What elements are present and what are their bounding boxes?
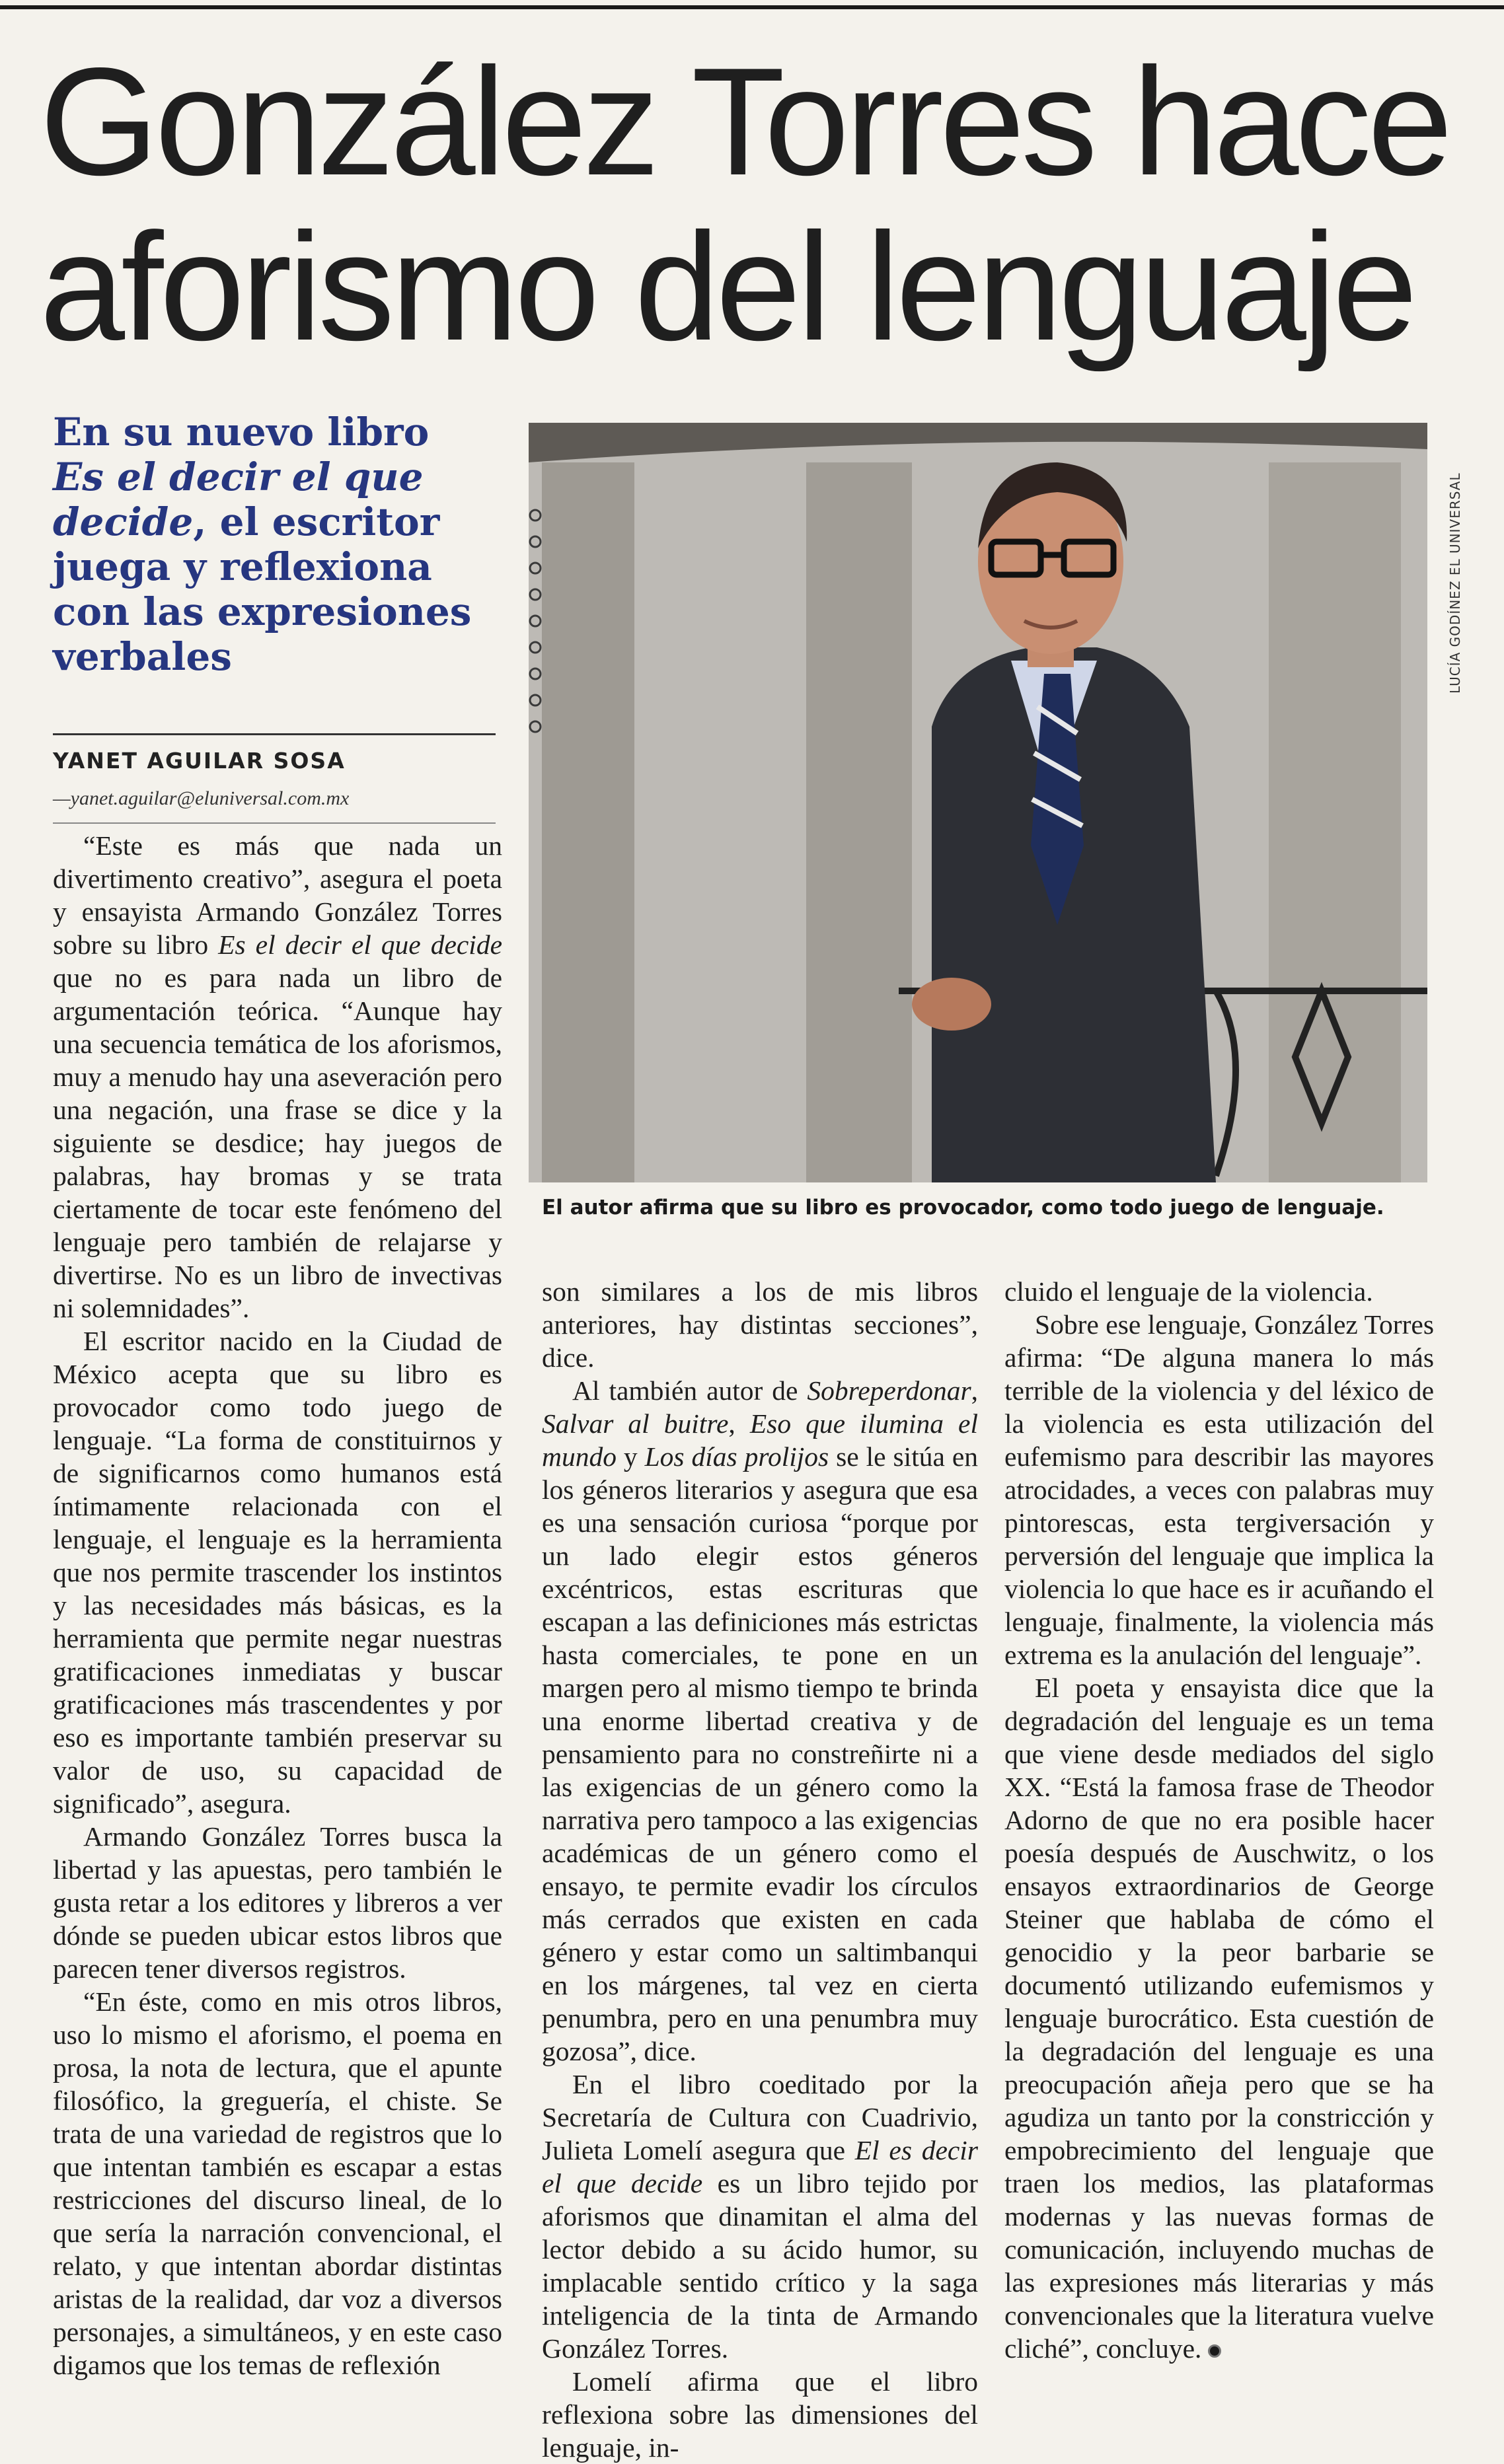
byline-email: —yanet.aguilar@eluniversal.com.mx — [53, 787, 350, 809]
deck-text: En su nuevo libro — [53, 410, 430, 454]
paragraph-text: En el libro coeditado por la Secretaría de Cultura con Cuadrivio, Julieta Lomelí asegura que — [542, 2069, 978, 2165]
paragraph-continued: son similares a los de mis libros anteriores, hay distintas secciones”, dice. — [542, 1276, 978, 1373]
paragraph-continued: cluido el lenguaje de la violencia. — [1004, 1276, 1373, 1307]
deck-text-end: , el escritor juega y reflexiona con las expresiones verbales — [53, 499, 472, 679]
headline — [40, 36, 1460, 373]
article-column-2 — [542, 1275, 978, 2464]
paragraph-text: es un libro tejido por aforismos que dinamitan el alma del lector debido a su ácido humor, su implacable sentido crítico y la saga inteligencia de la tinta de Armando González Torres. — [542, 2168, 978, 2364]
deck-subheadline — [53, 410, 489, 679]
separator: , — [728, 1408, 750, 1439]
headline-line-1: González Torres hace — [40, 36, 1449, 207]
book-title: Los días prolijos — [644, 1441, 829, 1472]
book-title: Eso que ilumina el mundo — [542, 1408, 978, 1472]
paragraph-text: que no es para nada un libro de argumentación teórica. “Aunque hay una secuencia temática de los aforismos, muy a menudo hay una aseveración pero una negación, una frase se dice y la siguiente se desdice; hay juegos de palabras, hay bromas y se trata ciertamente de tocar este fenómeno del lenguaje pero también de relajarse y divertirse. No es un libro de invectivas ni solemnidades”. — [53, 962, 502, 1323]
paragraph-text: “Este es más que nada un divertimento creativo”, asegura el poeta y ensayista Armando González Torres sobre su libro — [53, 830, 502, 960]
paragraph: Armando González Torres busca la libertad y las apuestas, pero también le gusta retar a los editores y libreros a ver dónde se pueden ubicar estos libros que parecen tener diversos registros. — [53, 1821, 502, 1984]
end-mark-icon — [1208, 2344, 1221, 2358]
book-title: Es el decir el que decide — [218, 929, 502, 960]
top-rule — [0, 5, 1504, 9]
deck-divider — [53, 733, 496, 735]
separator: , — [971, 1375, 978, 1406]
paragraph-text: Al también autor de — [572, 1375, 808, 1406]
paragraph: Lomelí afirma que el libro reflexiona sobre las dimensiones del lenguaje, in- — [542, 2366, 978, 2463]
paragraph — [542, 1374, 978, 2068]
author-photo-illustration — [529, 423, 1427, 1182]
byline-author: YANET AGUILAR SOSA — [53, 748, 346, 774]
paragraph-text: El poeta y ensayista dice que la degradación del lenguaje es un tema que viene desde mediados del siglo XX. “Está la famosa frase de Theodor Adorno de que no era posible hacer poesía después de Auschwitz, o los ensayos extraordinarios de George Steiner que hablaba de cómo el genocidio y la peor barbarie se documentó utilizando eufemismos y lenguaje burocrático. Esta cuestión de la degradación del lenguaje es una preocupación añeja pero que se ha agudiza un tanto por la constricción y empobrecimiento del lenguaje que traen los medios, las plataformas modernas y las nuevas formas de comunicación, incluyendo muchas de las expresiones más literarias y más convencionales que la literatura vuelve cliché”, concluye. — [1004, 1673, 1434, 2364]
headline-line-2: aforismo del lenguaje — [40, 201, 1414, 373]
book-title: El es decir el que decide — [542, 2135, 978, 2198]
paragraph-text: se le sitúa en los géneros literarios y asegura que esa es una sensación curiosa “porque por un lado elegir estos géneros excéntricos, estas escrituras que escapan a las definiciones más estrictas hasta comerciales, te pone en un margen pero al mismo tiempo te brinda una enorme libertad creativa y de pensamiento para no constreñirte ni a las exigencias de un género como la narrativa pero tampoco a las exigencias académicas de un género como el ensayo, te permite evadir los círculos más cerrados que existen en cada género y estar como un saltimbanqui en los márgenes, tal vez en cierta penumbra, pero en una penumbra muy gozosa”, dice. — [542, 1441, 978, 2066]
paragraph: Sobre ese lenguaje, González Torres afirma: “De alguna manera lo más terrible de la violencia y del léxico de la violencia es esta utilización del eufemismo para describir las mayores atrocidades, a veces con palabras muy pintorescas, esta tergiversación y perversión del lenguaje que implica la violencia lo que hace es ir acuñando el lenguaje, finalmente, la violencia más extrema es la anulación del lenguaje”. — [1004, 1309, 1434, 1670]
paragraph: “En éste, como en mis otros libros, uso lo mismo el aforismo, el poema en prosa, la nota de lectura, que el apunte filosófico, la greguería, el chiste. Se trata de una variedad de registros que lo que intentan también es escapar a estas restricciones del discurso lineal, de lo que sería la narración convencional, el relato, y que intentan abordar distintas aristas de la realidad, dar voz a diversos personajes, a simultáneos, y en este caso digamos que los temas de reflexión — [53, 1986, 502, 2380]
book-title: Sobreperdonar — [807, 1375, 971, 1406]
photo-caption: El autor afirma que su libro es provocador, como todo juego de lenguaje. — [542, 1196, 1384, 1219]
article-column-1 — [53, 829, 502, 2381]
separator: y — [616, 1441, 645, 1472]
paragraph — [542, 2068, 978, 2365]
book-title: Salvar al buitre — [542, 1408, 729, 1439]
deck-book-title: Es el decir el que decide — [53, 454, 424, 544]
paragraph — [1004, 1671, 1434, 2365]
article-column-3 — [1004, 1275, 1434, 2365]
paragraph: El escritor nacido en la Ciudad de México acepta que su libro es provocador como todo juego de lenguaje. “La forma de constituirnos y de significarnos como humanos está íntimamente relacionada con el lenguaje, el lenguaje es la herramienta que nos permite trascender los instintos y las necesidades más básicas, es la herramienta que permite negar nuestras gratificaciones inmediatas y buscar gratificaciones más trascendentes y por eso es importante también preservar su valor de uso, su capacidad de significado”, asegura. — [53, 1326, 502, 1819]
byline-divider — [53, 822, 496, 824]
paragraph — [53, 829, 502, 1324]
photo-credit: LUCÍA GODÍNEZ EL UNIVERSAL — [1447, 472, 1463, 694]
author-photo — [529, 423, 1427, 1182]
